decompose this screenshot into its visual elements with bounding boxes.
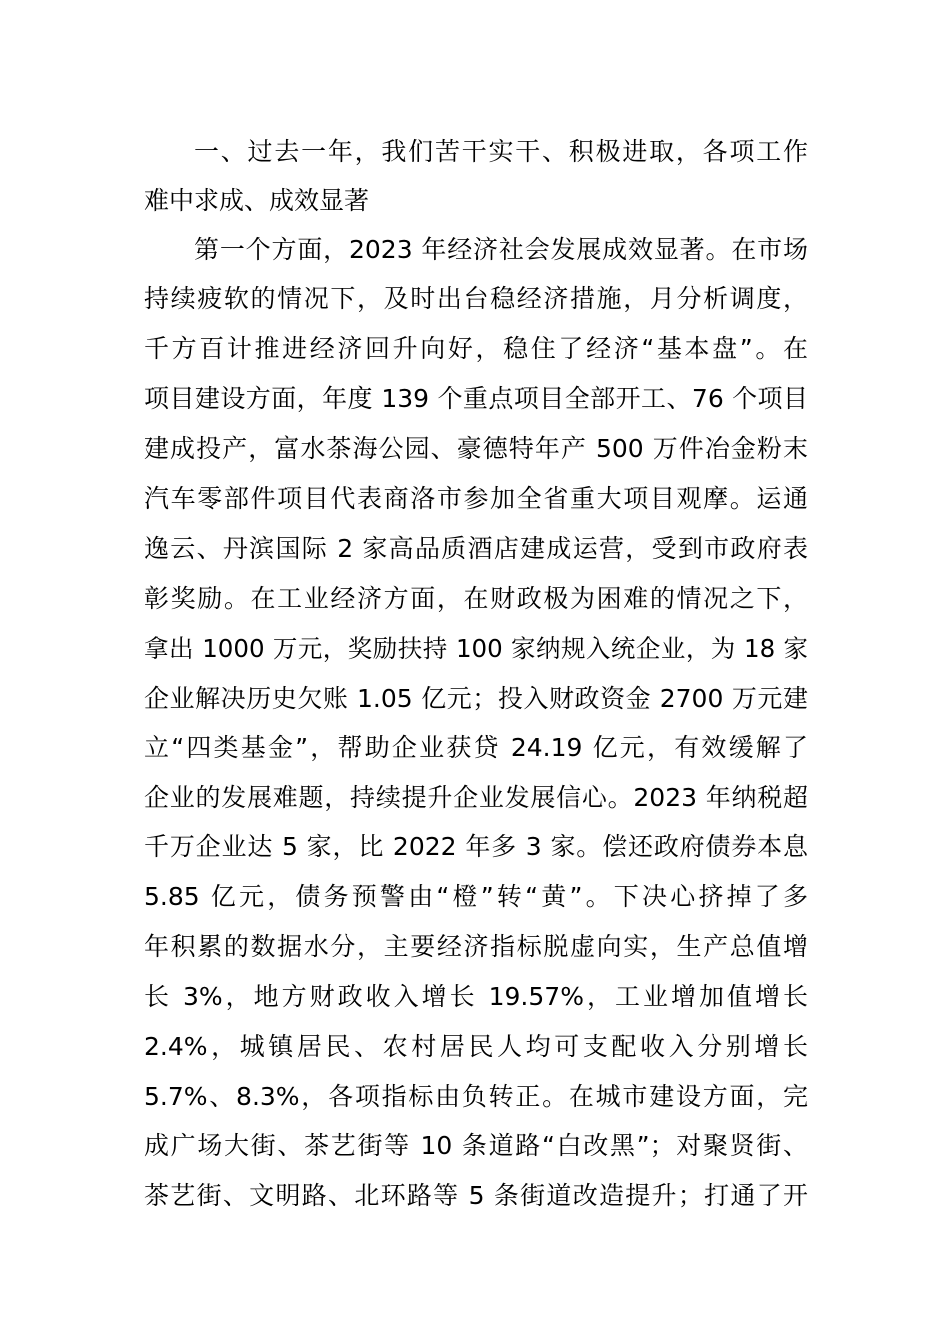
paragraph-line: 第一个方面，2023 年经济社会发展成效显著。在市场 — [194, 235, 808, 264]
paragraph-line: 逸云、丹滨国际 2 家高品质酒店建成运营，受到市政府表 — [144, 534, 808, 563]
paragraph-line: 茶艺街、文明路、北环路等 5 条街道改造提升；打通了开 — [144, 1181, 808, 1210]
paragraph-line: 立“四类基金”，帮助企业获贷 24.19 亿元，有效缓解了 — [144, 733, 808, 762]
paragraph-line: 汽车零部件项目代表商洛市参加全省重大项目观摩。运通 — [144, 484, 808, 513]
paragraph-line: 成广场大街、茶艺街等 10 条道路“白改黑”；对聚贤街、 — [144, 1131, 808, 1160]
section-heading-line: 一、过去一年，我们苦干实干、积极进取，各项工作 — [194, 137, 808, 166]
paragraph-line: 5.85 亿元，债务预警由“橙”转“黄”。下决心挤掉了多 — [144, 882, 808, 911]
paragraph-line: 拿出 1000 万元，奖励扶持 100 家纳规入统企业，为 18 家 — [144, 634, 808, 663]
paragraph-line: 长 3%，地方财政收入增长 19.57%，工业增加值增长 — [144, 982, 808, 1011]
paragraph-line: 彰奖励。在工业经济方面，在财政极为困难的情况之下， — [144, 584, 808, 613]
paragraph-line: 建成投产，富水茶海公园、豪德特年产 500 万件冶金粉末 — [144, 434, 808, 463]
paragraph-line: 千方百计推进经济回升向好，稳住了经济“基本盘”。在 — [144, 334, 808, 363]
paragraph-line: 项目建设方面，年度 139 个重点项目全部开工、76 个项目 — [144, 384, 808, 413]
paragraph-line: 年积累的数据水分，主要经济指标脱虚向实，生产总值增 — [144, 932, 808, 961]
paragraph-line: 持续疲软的情况下，及时出台稳经济措施，月分析调度， — [144, 284, 808, 313]
paragraph-line: 企业解决历史欠账 1.05 亿元；投入财政资金 2700 万元建 — [144, 684, 808, 713]
paragraph-line: 2.4%，城镇居民、农村居民人均可支配收入分别增长 — [144, 1032, 808, 1061]
paragraph-line: 企业的发展难题，持续提升企业发展信心。2023 年纳税超 — [144, 783, 808, 812]
paragraph-line: 千万企业达 5 家，比 2022 年多 3 家。偿还政府债券本息 — [144, 832, 808, 861]
paragraph-line: 5.7%、8.3%，各项指标由负转正。在城市建设方面，完 — [144, 1082, 808, 1111]
section-heading-line: 难中求成、成效显著 — [144, 186, 370, 215]
